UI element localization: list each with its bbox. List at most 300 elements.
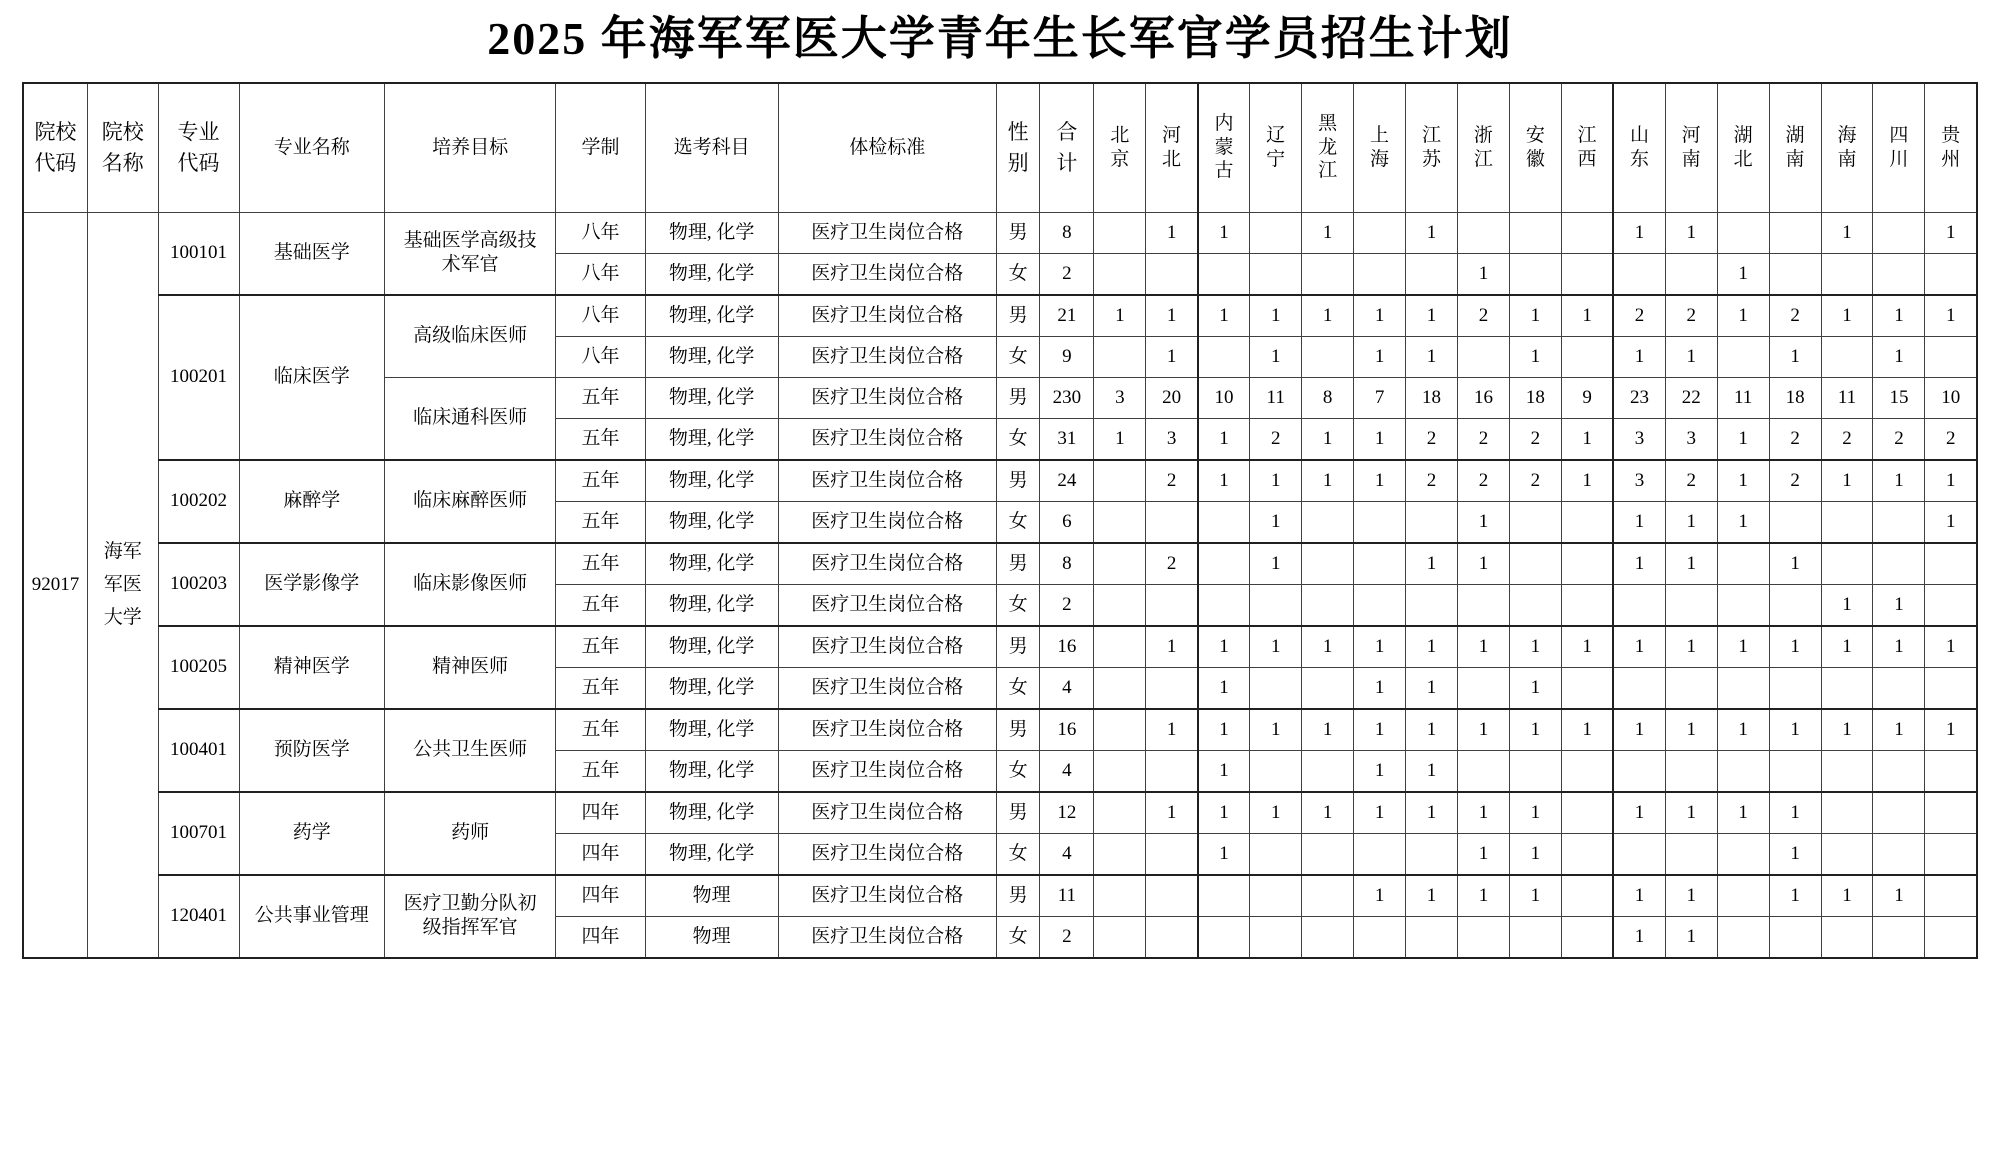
province-count-cell [1406, 253, 1458, 295]
physical-standard-cell: 医疗卫生岗位合格 [778, 460, 996, 502]
province-count-cell [1094, 916, 1146, 958]
training-goal-cell [384, 212, 555, 295]
province-count-cell: 1 [1717, 418, 1769, 460]
study-length-cell: 八年 [556, 212, 645, 253]
province-count-cell [1821, 916, 1873, 958]
header-row [23, 83, 1977, 213]
province-count-cell [1561, 875, 1613, 917]
elective-subjects-cell: 物理, 化学 [645, 750, 778, 792]
province-count-cell: 1 [1354, 875, 1406, 917]
province-count-cell: 1 [1613, 212, 1665, 253]
elective-subjects-cell: 物理, 化学 [645, 709, 778, 751]
province-char: 东 [1629, 148, 1649, 170]
province-count-cell [1457, 212, 1509, 253]
elective-subjects-cell: 物理, 化学 [645, 212, 778, 253]
province-count-cell: 1 [1354, 295, 1406, 337]
table-row [23, 212, 1977, 253]
training-goal-cell [384, 626, 555, 709]
province-count-cell: 2 [1457, 295, 1509, 337]
province-count-cell: 1 [1561, 295, 1613, 337]
province-count-cell: 1 [1146, 709, 1198, 751]
study-length-cell: 五年 [556, 543, 645, 585]
study-length-cell: 八年 [556, 336, 645, 377]
province-count-cell: 1 [1457, 543, 1509, 585]
province-count-cell: 11 [1250, 377, 1302, 418]
province-count-cell: 1 [1717, 626, 1769, 668]
province-count-cell: 2 [1925, 418, 1977, 460]
province-label [1925, 124, 1976, 172]
total-count-cell: 4 [1040, 667, 1094, 709]
gender-cell: 男 [996, 543, 1040, 585]
total-count-cell: 12 [1040, 792, 1094, 834]
major-name-cell: 临床医学 [239, 295, 384, 460]
major-code-cell: 120401 [158, 875, 239, 958]
gender-cell: 女 [996, 336, 1040, 377]
major-name-cell: 药学 [239, 792, 384, 875]
province-count-cell: 1 [1457, 501, 1509, 543]
province-label [1406, 124, 1457, 172]
gender-cell: 男 [996, 626, 1040, 668]
province-count-cell: 1 [1302, 418, 1354, 460]
training-goal-line: 术军官 [441, 254, 499, 275]
province-count-cell [1873, 667, 1925, 709]
province-count-cell [1094, 584, 1146, 626]
province-count-cell [1354, 584, 1406, 626]
province-count-cell [1457, 584, 1509, 626]
province-char: 江 [1318, 160, 1338, 182]
elective-subjects-cell: 物理, 化学 [645, 295, 778, 337]
province-count-cell [1769, 584, 1821, 626]
province-count-cell [1250, 916, 1302, 958]
province-count-cell: 18 [1769, 377, 1821, 418]
province-count-cell: 2 [1509, 418, 1561, 460]
province-count-cell [1094, 792, 1146, 834]
province-count-cell: 1 [1198, 212, 1250, 253]
province-count-cell [1146, 584, 1198, 626]
province-count-cell [1561, 916, 1613, 958]
province-count-cell [1665, 667, 1717, 709]
school-name-line: 军医 [103, 573, 142, 595]
province-count-cell: 1 [1665, 212, 1717, 253]
province-label [1302, 112, 1353, 183]
province-count-cell: 1 [1769, 709, 1821, 751]
province-count-cell [1925, 253, 1977, 295]
province-count-cell [1406, 584, 1458, 626]
province-count-cell [1665, 584, 1717, 626]
province-count-cell [1250, 750, 1302, 792]
province-label [1666, 124, 1717, 172]
province-char: 古 [1214, 160, 1234, 182]
col-header-province [1925, 83, 1977, 213]
province-char: 蒙 [1214, 136, 1234, 158]
province-count-cell: 1 [1354, 709, 1406, 751]
province-count-cell [1094, 709, 1146, 751]
major-code-line2: 代码 [177, 150, 220, 175]
province-count-cell [1873, 916, 1925, 958]
total-count-cell: 8 [1040, 212, 1094, 253]
province-count-cell [1146, 253, 1198, 295]
total-count-cell: 11 [1040, 875, 1094, 917]
province-char: 龙 [1318, 136, 1338, 158]
province-count-cell: 2 [1769, 460, 1821, 502]
province-count-cell [1561, 584, 1613, 626]
province-char: 湖 [1785, 124, 1805, 146]
province-label [1770, 124, 1821, 172]
province-count-cell: 1 [1769, 543, 1821, 585]
province-count-cell: 1 [1561, 626, 1613, 668]
province-count-cell: 10 [1925, 377, 1977, 418]
province-count-cell: 1 [1198, 295, 1250, 337]
col-header-province [1873, 83, 1925, 213]
province-count-cell [1509, 916, 1561, 958]
province-count-cell [1717, 750, 1769, 792]
province-count-cell: 1 [1354, 792, 1406, 834]
training-goal-cell [384, 875, 555, 958]
col-header-province [1561, 83, 1613, 213]
province-count-cell: 1 [1509, 295, 1561, 337]
physical-standard-cell: 医疗卫生岗位合格 [778, 336, 996, 377]
province-count-cell: 1 [1457, 626, 1509, 668]
province-count-cell: 2 [1457, 460, 1509, 502]
enrollment-plan-table [22, 82, 1978, 959]
province-count-cell: 1 [1613, 792, 1665, 834]
physical-standard-cell: 医疗卫生岗位合格 [778, 750, 996, 792]
elective-subjects-cell: 物理, 化学 [645, 336, 778, 377]
province-count-cell: 3 [1665, 418, 1717, 460]
province-count-cell [1613, 833, 1665, 875]
province-count-cell [1354, 212, 1406, 253]
study-length-cell: 八年 [556, 253, 645, 295]
col-header-province [1250, 83, 1302, 213]
training-goal-line: 医疗卫勤分队初 [403, 893, 537, 915]
col-header-province [1302, 83, 1354, 213]
province-count-cell: 1 [1717, 792, 1769, 834]
province-count-cell [1146, 501, 1198, 543]
col-header-major-name: 专业名称 [239, 83, 384, 213]
province-count-cell: 1 [1198, 833, 1250, 875]
province-char: 北 [1162, 148, 1182, 170]
province-count-cell [1925, 833, 1977, 875]
province-count-cell [1354, 916, 1406, 958]
col-header-province [1406, 83, 1458, 213]
province-count-cell: 1 [1302, 460, 1354, 502]
province-count-cell [1302, 543, 1354, 585]
province-count-cell [1925, 543, 1977, 585]
province-char: 河 [1681, 124, 1701, 146]
physical-standard-cell: 医疗卫生岗位合格 [778, 916, 996, 958]
province-count-cell: 1 [1561, 709, 1613, 751]
province-count-cell [1821, 833, 1873, 875]
province-count-cell [1094, 750, 1146, 792]
province-count-cell [1769, 916, 1821, 958]
province-count-cell: 1 [1665, 792, 1717, 834]
school-name-line1: 院校 [101, 120, 144, 145]
col-header-province [1198, 83, 1250, 213]
province-count-cell: 1 [1302, 212, 1354, 253]
study-length-cell: 五年 [556, 460, 645, 502]
gender-cell: 女 [996, 584, 1040, 626]
elective-subjects-cell: 物理, 化学 [645, 543, 778, 585]
province-count-cell [1509, 253, 1561, 295]
province-char: 江 [1473, 148, 1493, 170]
col-header-province [1094, 83, 1146, 213]
province-count-cell: 2 [1406, 460, 1458, 502]
major-code-cell: 100401 [158, 709, 239, 792]
province-count-cell [1821, 501, 1873, 543]
elective-subjects-cell: 物理 [645, 875, 778, 917]
province-count-cell [1769, 750, 1821, 792]
province-count-cell [1821, 750, 1873, 792]
table-body [23, 212, 1977, 958]
province-label [1822, 124, 1873, 172]
col-header-school-name [87, 83, 158, 213]
physical-standard-cell: 医疗卫生岗位合格 [778, 709, 996, 751]
study-length-cell: 五年 [556, 377, 645, 418]
province-count-cell [1561, 336, 1613, 377]
elective-subjects-cell: 物理, 化学 [645, 253, 778, 295]
school-code-line1: 院校 [34, 120, 77, 145]
province-count-cell [1769, 253, 1821, 295]
total-count-cell: 24 [1040, 460, 1094, 502]
province-count-cell [1717, 212, 1769, 253]
province-count-cell: 1 [1873, 626, 1925, 668]
province-count-cell: 1 [1561, 418, 1613, 460]
province-count-cell [1198, 875, 1250, 917]
province-label [1199, 112, 1249, 183]
province-char: 北 [1733, 148, 1753, 170]
province-count-cell [1613, 750, 1665, 792]
province-count-cell: 2 [1665, 460, 1717, 502]
province-count-cell: 2 [1613, 295, 1665, 337]
province-count-cell: 22 [1665, 377, 1717, 418]
province-count-cell: 1 [1457, 709, 1509, 751]
province-char: 西 [1577, 148, 1597, 170]
province-count-cell [1769, 501, 1821, 543]
elective-subjects-cell: 物理, 化学 [645, 792, 778, 834]
province-count-cell [1302, 584, 1354, 626]
table-header [23, 83, 1977, 213]
province-count-cell [1250, 584, 1302, 626]
col-header-province [1509, 83, 1561, 213]
province-count-cell: 1 [1873, 875, 1925, 917]
major-name-cell: 精神医学 [239, 626, 384, 709]
province-count-cell: 1 [1873, 295, 1925, 337]
province-count-cell: 1 [1665, 543, 1717, 585]
province-count-cell [1094, 875, 1146, 917]
elective-subjects-cell: 物理, 化学 [645, 667, 778, 709]
province-count-cell [1561, 667, 1613, 709]
province-count-cell: 1 [1250, 336, 1302, 377]
training-goal-line: 高级临床医师 [413, 325, 528, 347]
province-char: 州 [1941, 148, 1961, 170]
province-count-cell [1198, 584, 1250, 626]
school-name-cell [87, 212, 158, 958]
province-count-cell [1717, 875, 1769, 917]
province-count-cell [1302, 336, 1354, 377]
province-count-cell: 1 [1146, 212, 1198, 253]
major-code-cell: 100201 [158, 295, 239, 460]
province-count-cell: 1 [1769, 833, 1821, 875]
major-code-cell: 100101 [158, 212, 239, 295]
province-count-cell: 1 [1925, 501, 1977, 543]
total-count-cell: 4 [1040, 750, 1094, 792]
province-count-cell: 1 [1354, 418, 1406, 460]
province-count-cell: 2 [1769, 418, 1821, 460]
province-count-cell [1925, 916, 1977, 958]
major-name-cell: 医学影像学 [239, 543, 384, 626]
province-count-cell [1561, 833, 1613, 875]
physical-standard-cell: 医疗卫生岗位合格 [778, 501, 996, 543]
province-label [1873, 124, 1924, 172]
province-count-cell [1821, 336, 1873, 377]
province-count-cell [1873, 833, 1925, 875]
training-goal-cell [384, 460, 555, 543]
province-count-cell: 1 [1250, 543, 1302, 585]
province-count-cell: 1 [1406, 212, 1458, 253]
province-count-cell [1094, 543, 1146, 585]
province-count-cell: 1 [1925, 626, 1977, 668]
province-count-cell: 1 [1250, 501, 1302, 543]
study-length-cell: 四年 [556, 916, 645, 958]
province-label [1146, 124, 1196, 172]
province-count-cell: 1 [1094, 418, 1146, 460]
province-count-cell [1198, 336, 1250, 377]
province-char: 南 [1681, 148, 1701, 170]
province-count-cell: 2 [1873, 418, 1925, 460]
province-count-cell: 2 [1665, 295, 1717, 337]
col-header-physical-standard: 体检标准 [778, 83, 996, 213]
gender-line2: 别 [1007, 150, 1029, 175]
province-count-cell [1302, 833, 1354, 875]
province-count-cell [1717, 584, 1769, 626]
school-name-line2: 名称 [101, 150, 144, 175]
province-count-cell [1821, 253, 1873, 295]
total-count-cell: 31 [1040, 418, 1094, 460]
province-count-cell [1146, 833, 1198, 875]
province-count-cell [1146, 875, 1198, 917]
province-char: 江 [1577, 124, 1597, 146]
province-count-cell [1873, 501, 1925, 543]
province-count-cell: 1 [1925, 295, 1977, 337]
province-count-cell: 1 [1250, 295, 1302, 337]
province-count-cell [1250, 875, 1302, 917]
gender-cell: 男 [996, 377, 1040, 418]
province-count-cell: 1 [1613, 916, 1665, 958]
province-count-cell: 2 [1457, 418, 1509, 460]
province-count-cell: 1 [1821, 584, 1873, 626]
training-goal-line: 级指挥军官 [422, 917, 518, 938]
province-count-cell: 7 [1354, 377, 1406, 418]
province-count-cell [1665, 253, 1717, 295]
province-count-cell [1354, 543, 1406, 585]
province-count-cell: 1 [1717, 709, 1769, 751]
table-row [23, 626, 1977, 668]
province-count-cell: 3 [1613, 418, 1665, 460]
province-count-cell: 18 [1406, 377, 1458, 418]
province-char: 徽 [1525, 148, 1545, 170]
province-count-cell [1302, 916, 1354, 958]
province-count-cell [1925, 336, 1977, 377]
physical-standard-cell: 医疗卫生岗位合格 [778, 584, 996, 626]
province-count-cell [1457, 916, 1509, 958]
gender-cell: 男 [996, 875, 1040, 917]
training-goal-line: 药师 [451, 822, 490, 844]
col-header-province [1146, 83, 1198, 213]
elective-subjects-cell: 物理, 化学 [645, 833, 778, 875]
gender-cell: 男 [996, 212, 1040, 253]
province-count-cell [1925, 584, 1977, 626]
province-count-cell: 1 [1406, 875, 1458, 917]
province-count-cell [1094, 212, 1146, 253]
physical-standard-cell: 医疗卫生岗位合格 [778, 833, 996, 875]
province-count-cell [1302, 875, 1354, 917]
province-char: 浙 [1473, 124, 1493, 146]
col-header-training-goal: 培养目标 [384, 83, 555, 213]
province-count-cell [1457, 667, 1509, 709]
province-count-cell: 1 [1821, 875, 1873, 917]
province-count-cell: 1 [1198, 418, 1250, 460]
province-count-cell [1302, 750, 1354, 792]
province-count-cell: 1 [1821, 295, 1873, 337]
col-header-major-code [158, 83, 239, 213]
total-count-cell: 9 [1040, 336, 1094, 377]
training-goal-cell [384, 543, 555, 626]
gender-cell: 女 [996, 501, 1040, 543]
col-header-province [1665, 83, 1717, 213]
province-count-cell: 1 [1198, 626, 1250, 668]
province-count-cell [1250, 253, 1302, 295]
province-count-cell: 1 [1406, 295, 1458, 337]
province-count-cell: 1 [1769, 875, 1821, 917]
province-count-cell [1925, 750, 1977, 792]
training-goal-line: 精神医师 [432, 656, 509, 678]
major-code-line1: 专业 [177, 120, 220, 145]
province-count-cell: 18 [1509, 377, 1561, 418]
province-count-cell: 1 [1769, 792, 1821, 834]
province-char: 江 [1421, 124, 1441, 146]
province-count-cell: 1 [1406, 336, 1458, 377]
elective-subjects-cell: 物理, 化学 [645, 584, 778, 626]
province-count-cell: 1 [1457, 875, 1509, 917]
province-count-cell: 1 [1354, 336, 1406, 377]
major-name-cell: 公共事业管理 [239, 875, 384, 958]
province-count-cell: 1 [1717, 501, 1769, 543]
province-count-cell: 1 [1250, 792, 1302, 834]
province-count-cell [1717, 667, 1769, 709]
province-count-cell [1613, 253, 1665, 295]
col-header-province [1717, 83, 1769, 213]
province-char: 北 [1110, 124, 1130, 146]
table-row [23, 875, 1977, 917]
table-row [23, 709, 1977, 751]
province-count-cell [1094, 833, 1146, 875]
province-count-cell: 1 [1509, 667, 1561, 709]
col-header-gender [996, 83, 1040, 213]
gender-cell: 女 [996, 833, 1040, 875]
province-char: 川 [1889, 148, 1909, 170]
province-count-cell [1561, 212, 1613, 253]
province-count-cell [1717, 336, 1769, 377]
province-count-cell: 1 [1665, 709, 1717, 751]
col-header-province [1457, 83, 1509, 213]
province-count-cell: 2 [1406, 418, 1458, 460]
gender-cell: 男 [996, 709, 1040, 751]
province-count-cell: 2 [1146, 460, 1198, 502]
total-count-cell: 6 [1040, 501, 1094, 543]
total-count-cell: 2 [1040, 584, 1094, 626]
province-count-cell [1613, 584, 1665, 626]
province-count-cell [1302, 667, 1354, 709]
